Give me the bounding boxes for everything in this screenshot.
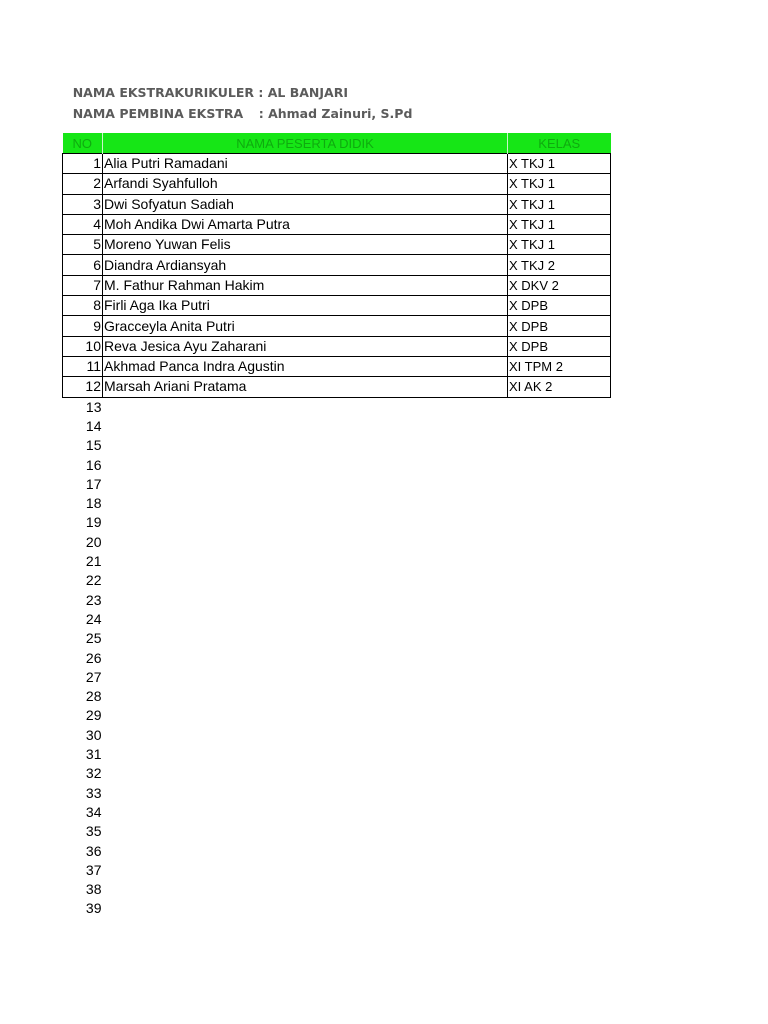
empty-cell (103, 803, 508, 822)
table-row-empty (63, 745, 611, 764)
empty-cell (103, 764, 508, 783)
empty-cell (508, 591, 611, 610)
pembina-title (64, 91, 412, 121)
row-number: 35 (85, 823, 102, 840)
empty-cell (103, 610, 508, 629)
table-row-empty (63, 397, 611, 417)
table-row-empty (63, 552, 611, 571)
table-row-empty (63, 648, 611, 667)
participant-name: Alia Putri Ramadani (103, 154, 508, 174)
table-row-empty (63, 899, 611, 918)
empty-cell (508, 629, 611, 648)
participant-name: Reva Jesica Ayu Zaharani (103, 336, 508, 356)
row-number: 31 (85, 746, 102, 763)
ekstrakurikuler-label: NAMA EKSTRAKURIKULER : AL BANJARI (72, 85, 348, 100)
participant-name: Akhmad Panca Indra Agustin (103, 356, 508, 376)
empty-cell (508, 745, 611, 764)
empty-cell (508, 494, 611, 513)
row-number: 26 (85, 649, 102, 666)
table-row (63, 174, 611, 194)
empty-cell (103, 455, 508, 474)
column-header-nama: NAMA PESERTA DIDIK (103, 133, 508, 154)
empty-cell (103, 513, 508, 532)
empty-cell (508, 764, 611, 783)
empty-cell (103, 899, 508, 918)
empty-cell (508, 571, 611, 590)
empty-cell (103, 861, 508, 880)
empty-cell (103, 706, 508, 725)
empty-cell (508, 706, 611, 725)
participant-class: X TKJ 1 (508, 235, 611, 255)
table-row-empty (63, 591, 611, 610)
participant-name: Marsah Ariani Pratama (103, 377, 508, 397)
row-number: 15 (85, 437, 102, 454)
row-number: 21 (85, 553, 102, 570)
empty-cell (103, 397, 508, 417)
row-number: 25 (85, 630, 102, 647)
empty-cell (508, 841, 611, 860)
empty-cell (103, 745, 508, 764)
table-row-empty (63, 687, 611, 706)
participant-table (62, 133, 611, 919)
table-header-row (63, 133, 611, 154)
empty-cell (508, 610, 611, 629)
row-number: 24 (85, 610, 102, 627)
participant-name: Moreno Yuwan Felis (103, 235, 508, 255)
participant-name: Dwi Sofyatun Sadiah (103, 194, 508, 214)
empty-cell (103, 668, 508, 687)
table-row (63, 214, 611, 234)
empty-cell (508, 726, 611, 745)
table-row-empty (63, 668, 611, 687)
participant-name: Arfandi Syahfulloh (103, 174, 508, 194)
table-row (63, 275, 611, 295)
empty-cell (508, 455, 611, 474)
row-number: 32 (85, 765, 102, 782)
table-row (63, 255, 611, 275)
table-row-empty (63, 436, 611, 455)
empty-cell (508, 822, 611, 841)
row-number: 33 (85, 784, 102, 801)
table-row-empty (63, 455, 611, 474)
empty-cell (103, 822, 508, 841)
empty-cell (508, 417, 611, 436)
row-number: 36 (85, 842, 102, 859)
table-row-empty (63, 822, 611, 841)
table-body (63, 154, 611, 919)
row-number: 2 (63, 174, 103, 194)
table-row-empty (63, 764, 611, 783)
empty-cell (508, 552, 611, 571)
participant-name: Moh Andika Dwi Amarta Putra (103, 214, 508, 234)
empty-cell (508, 533, 611, 552)
pembina-label: NAMA PEMBINA EKSTRA (72, 106, 244, 121)
participant-class: XI TPM 2 (508, 356, 611, 376)
row-number: 38 (85, 881, 102, 898)
row-number: 29 (85, 707, 102, 724)
row-number: 16 (85, 456, 102, 473)
table-row (63, 377, 611, 397)
empty-cell (508, 648, 611, 667)
participant-name: Diandra Ardiansyah (103, 255, 508, 275)
table-row-empty (63, 494, 611, 513)
row-number: 7 (63, 275, 103, 295)
table-row-empty (63, 861, 611, 880)
participant-class: X DPB (508, 316, 611, 336)
empty-cell (103, 571, 508, 590)
empty-cell (103, 591, 508, 610)
row-number: 9 (63, 316, 103, 336)
table-row (63, 154, 611, 174)
empty-cell (508, 784, 611, 803)
empty-cell (103, 436, 508, 455)
empty-cell (103, 417, 508, 436)
table-row-empty (63, 726, 611, 745)
empty-cell (508, 668, 611, 687)
empty-cell (508, 880, 611, 899)
participant-class: X TKJ 1 (508, 174, 611, 194)
pembina-value: : Ahmad Zainuri, S.Pd (258, 106, 413, 121)
empty-cell (103, 552, 508, 571)
empty-cell (103, 687, 508, 706)
table-row (63, 194, 611, 214)
row-number: 3 (63, 194, 103, 214)
table-row (63, 336, 611, 356)
row-number: 17 (85, 475, 102, 492)
row-number: 6 (63, 255, 103, 275)
empty-cell (103, 880, 508, 899)
empty-cell (508, 687, 611, 706)
table-row (63, 235, 611, 255)
row-number: 14 (85, 418, 102, 434)
table-row-empty (63, 803, 611, 822)
empty-cell (103, 841, 508, 860)
row-number: 39 (85, 900, 102, 917)
table-row (63, 316, 611, 336)
row-number: 28 (85, 688, 102, 705)
participant-class: X DPB (508, 296, 611, 316)
row-number: 13 (85, 398, 102, 415)
participant-name: M. Fathur Rahman Hakim (103, 275, 508, 295)
participant-name: Firli Aga Ika Putri (103, 296, 508, 316)
table-row-empty (63, 629, 611, 648)
empty-cell (103, 533, 508, 552)
table-row-empty (63, 841, 611, 860)
table-row-empty (63, 513, 611, 532)
empty-cell (508, 513, 611, 532)
participant-class: XI AK 2 (508, 377, 611, 397)
row-number: 18 (85, 495, 102, 512)
empty-cell (508, 397, 611, 417)
empty-cell (508, 436, 611, 455)
empty-cell (508, 475, 611, 494)
table-row-empty (63, 784, 611, 803)
participant-class: X TKJ 1 (508, 194, 611, 214)
table-row-empty (63, 706, 611, 725)
participant-class: X TKJ 2 (508, 255, 611, 275)
table-row (63, 356, 611, 376)
row-number: 22 (85, 572, 102, 589)
table-row-empty (63, 475, 611, 494)
participant-class: X DPB (508, 336, 611, 356)
row-number: 10 (63, 336, 103, 356)
row-number: 27 (85, 668, 102, 685)
row-number: 4 (63, 214, 103, 234)
empty-cell (508, 803, 611, 822)
participant-class: X TKJ 1 (508, 214, 611, 234)
empty-cell (103, 629, 508, 648)
participant-class: X TKJ 1 (508, 154, 611, 174)
empty-cell (508, 861, 611, 880)
empty-cell (103, 784, 508, 803)
table-row-empty (63, 571, 611, 590)
row-number: 11 (63, 356, 103, 376)
row-number: 23 (85, 591, 102, 608)
table-row-empty (63, 610, 611, 629)
row-number: 5 (63, 235, 103, 255)
empty-cell (103, 475, 508, 494)
participant-class: X DKV 2 (508, 275, 611, 295)
row-number: 37 (85, 861, 102, 878)
column-header-no: NO (63, 133, 103, 154)
row-number: 34 (85, 803, 102, 820)
empty-cell (508, 899, 611, 918)
row-number: 20 (85, 533, 102, 550)
empty-cell (103, 726, 508, 745)
empty-cell (103, 648, 508, 667)
empty-cell (103, 494, 508, 513)
table-row (63, 296, 611, 316)
row-number: 30 (85, 726, 102, 743)
row-number: 1 (63, 154, 103, 174)
row-number: 12 (63, 377, 103, 397)
column-header-kelas: KELAS (508, 133, 611, 154)
table-row-empty (63, 417, 611, 436)
table-row-empty (63, 880, 611, 899)
table-row-empty (63, 533, 611, 552)
participant-name: Gracceyla Anita Putri (103, 316, 508, 336)
row-number: 8 (63, 296, 103, 316)
row-number: 19 (85, 514, 102, 531)
